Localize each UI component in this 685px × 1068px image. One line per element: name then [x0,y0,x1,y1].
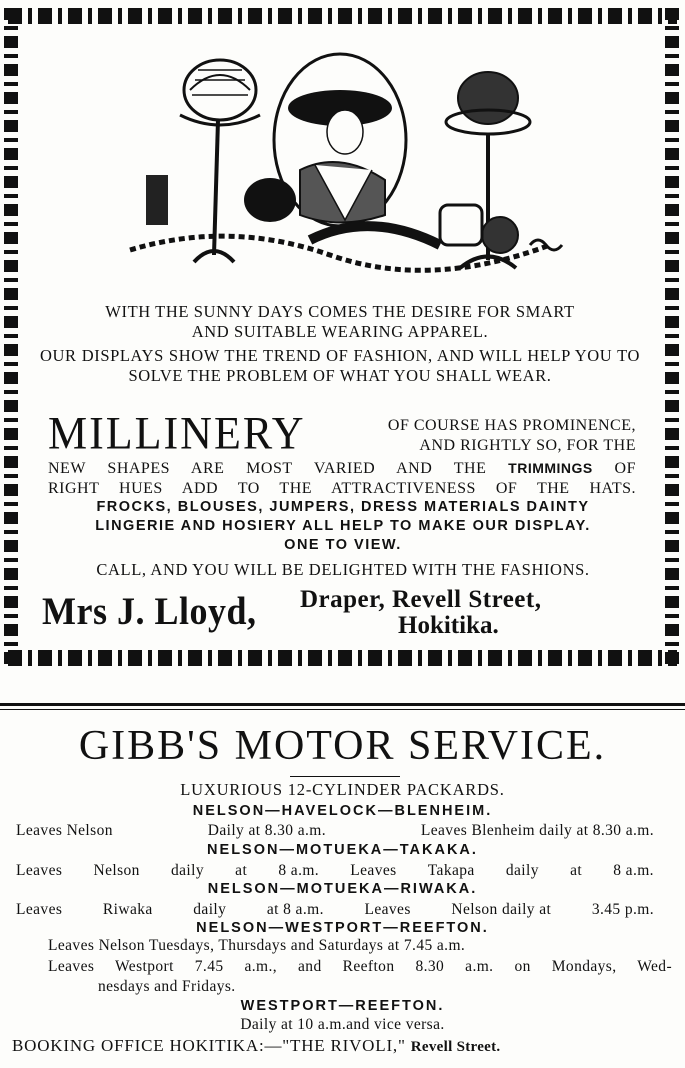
schedule-cell: 3.45 p.m. [591,901,654,918]
route-heading: WESTPORT—REEFTON. [240,998,445,1014]
gibbs-title: GIBB'S MOTOR SERVICE. [78,723,607,769]
intro-line-1: WITH THE SUNNY DAYS COMES THE DESIRE FOR SMART [105,302,575,321]
millinery-illustration [110,40,570,290]
schedule-cell: at 8 a.m. [266,901,324,918]
title-underline [290,776,400,777]
proprietor-name: Mrs J. Lloyd, [42,589,257,633]
booking-office-label: BOOKING OFFICE HOKITIKA:—"THE RIVOLI," [12,1036,406,1055]
millinery-side-line-1: OF COURSE HAS PROMINENCE, [387,417,636,434]
schedule-cell: Nelson daily at [451,901,552,918]
schedule-cell: at [235,862,248,879]
shapes-line-1-c: OF [592,460,636,477]
displays-paragraph: OUR DISPLAYS SHOW THE TREND OF FASHION, AND WILL HELP YOU TO SOLVE THE PROBLEM OF WHAT YOU SHALL WEAR. [40,346,640,385]
trimmings-word: TRIMMINGS [508,460,593,476]
shapes-line-1-a: NEW SHAPES ARE MOST VARIED AND THE [48,460,509,477]
intro-paragraph [40,302,640,342]
route-heading: NELSON—MOTUEKA—TAKAKA. [207,842,478,858]
shapes-paragraph [48,458,636,499]
schedule-cell: 8 a.m. [613,862,654,879]
route-heading: NELSON—HAVELOCK—BLENHEIM. [192,803,493,819]
schedule-cell: Leaves Nelson [16,822,113,839]
schedule-cell: Nelson [93,862,140,879]
schedule-line [16,901,654,919]
schedule-cell: Daily at 8.30 a.m. [207,822,327,839]
booking-office [12,1036,612,1056]
separator-rule [0,703,685,706]
schedule-cell: daily [193,901,227,918]
schedule-cell: Leaves [350,862,397,879]
ornamental-border-left [4,8,18,666]
millinery-heading: MILLINERY [48,407,306,460]
schedule-cell: at [570,862,583,879]
schedule-line: Leaves Westport 7.45 a.m., and Reefton 8.30 a.m. on Mondays, Wed- [48,958,672,975]
frocks-line-3: ONE TO VIEW. [284,537,402,553]
schedule-cell: Leaves Blenheim daily at 8.30 a.m. [420,822,654,839]
schedule-line: Leaves Nelson Tuesdays, Thursdays and Saturdays at 7.45 a.m. [48,937,466,954]
shapes-line-1 [48,458,636,479]
intro-line-2: AND SUITABLE WEARING APPAREL. [191,322,489,341]
frocks-line-1: FROCKS, BLOUSES, JUMPERS, DRESS MATERIALS DAINTY [96,499,590,515]
schedule-cell: Takapa [427,862,475,879]
ornamental-border-top [8,8,677,24]
schedule-line: nesdays and Fridays. [98,978,236,995]
business-address: Draper, Revell Street, [300,586,542,613]
schedule-cell: Leaves [364,901,411,918]
schedule-cell: 8 a.m. [278,862,320,879]
route-heading: NELSON—MOTUEKA—RIWAKA. [207,881,478,897]
ornamental-border-right [665,8,679,666]
call-paragraph: CALL, AND YOU WILL BE DELIGHTED WITH THE FASHIONS. [96,560,590,579]
business-town: Hokitika. [398,612,499,639]
route-heading: NELSON—WESTPORT—REEFTON. [196,920,489,936]
booking-office-street: Revell Street. [410,1039,501,1055]
schedule-line: Daily at 10 a.m.and vice versa. [240,1016,445,1033]
schedule-cell: Leaves [16,901,63,918]
hat-stand-left-icon [180,60,260,262]
frocks-line-2: LINGERIE AND HOSIERY ALL HELP TO MAKE OUR DISPLAY. [95,518,591,534]
schedule-cell: Leaves [16,862,63,879]
schedule-cell: Riwaka [102,901,153,918]
frocks-paragraph [48,498,638,555]
separator-rule-thin [0,709,685,710]
millinery-side-text [340,416,636,456]
ornamental-border-bottom [8,650,677,666]
schedule-cell: daily [170,862,204,879]
millinery-side-line-2: AND RIGHTLY SO, FOR THE [419,437,636,454]
schedule-line [16,822,654,840]
schedule-line [16,862,654,880]
schedule-cell: daily [505,862,539,879]
gibbs-subtitle: LUXURIOUS 12-CYLINDER PACKARDS. [180,780,505,799]
shapes-line-2: RIGHT HUES ADD TO THE ATTRACTIVENESS OF THE HATS. [48,480,636,497]
